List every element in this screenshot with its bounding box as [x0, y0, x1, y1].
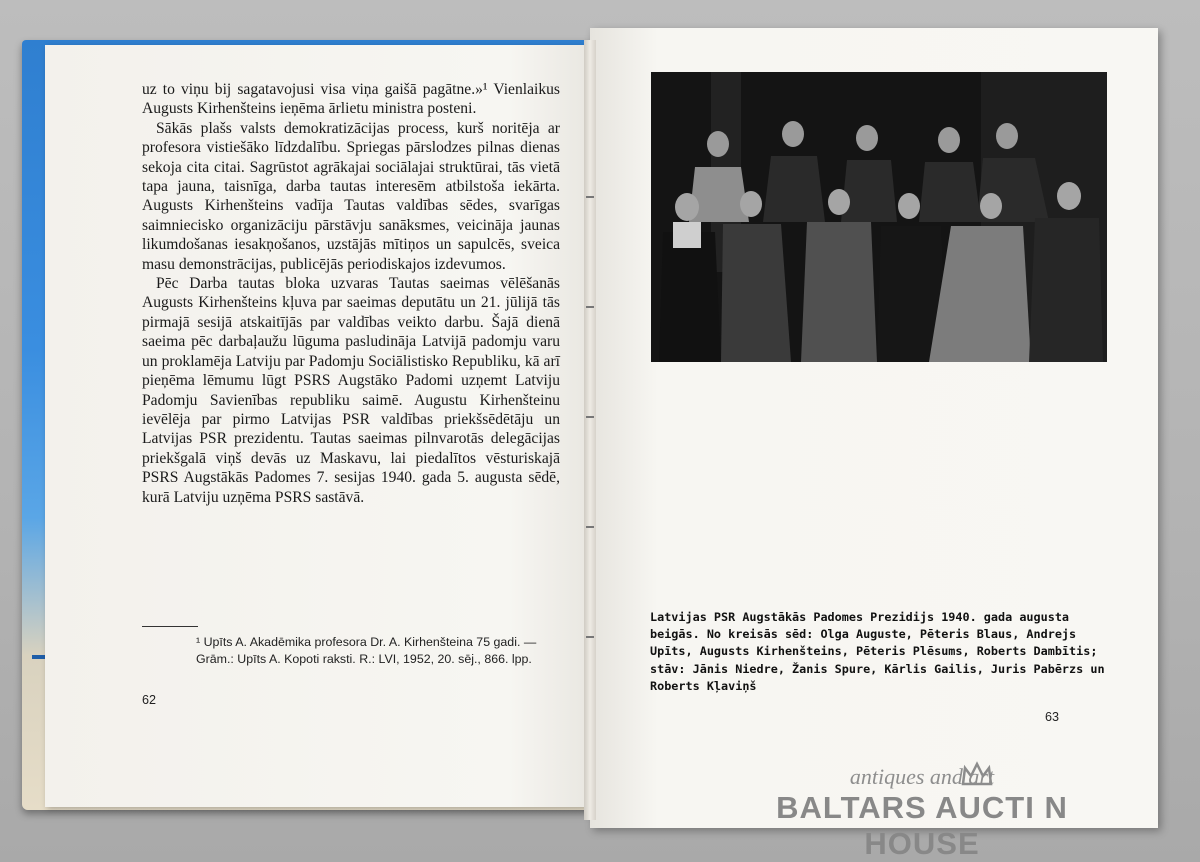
right-page-number: 63	[1045, 710, 1060, 724]
crown-icon	[960, 760, 994, 788]
paragraph: Sākās plašs valsts demokratizācijas process, kurš noritēja ar profesora vistiešāko līdzdalību. Spriegas pārslodzes pilnas dienas sekoja cita citai. Sagrūstot agrākajai sociālajai struktūrai, tās vietā tapa jauna, taisnīga, darba tautas interesēm atbilstoša iekārta. Augusts Kirhenšteins vadīja Tautas valdības sēdes, svarīgas saimniecisko organizāciju pārstāvju sanāksmes, veicināja jaunas likumdošanas iesakņošanos, uzstājās mītiņos un sapulcēs, sveica masu demonstrācijas, publicējās periodiskajos izdevumos.	[142, 119, 560, 273]
paragraph: Pēc Darba tautas bloka uzvaras Tautas saeimas vēlēšanās Augusts Kirhenšteins kļuva par saeimas deputātu un 21. jūlijā tās pirmajā sesijā atskaitījās par valdības veikto darbu. Šajā dienā saeima pēc darbaļaužu lūguma pasludināja Latvijā padomju varu un proklamēja Latviju par Padomju Sociālistisko Republiku, kā arī pieņēma lēmumu lūgt PSRS Augstāko Padomi uzņemt Latviju Padomju Savienības republiku saimē. Augustu Kirhenšteinu ievēlēja par pirmo Latvijas PSR valdības priekšsēdētāju un Latvijas PSR prezidentu. Tautas saeimas pilnvarotās delegācijas priekšgalā viņš devās uz Maskavu, lai piedalītos vēsturiskajā PSRS Augstākās Padomes 7. sesijas 1940. gada 5. augusta sēdē, kurā Latviju uzņēma PSRS sastāvā.	[142, 275, 560, 506]
footnote: ¹ Upīts A. Akadēmika profesora Dr. A. Kirhenšteina 75 gadi. — Grām.: Upīts A. Kopoti raksti. R.: LVI, 1952, 20. sēj., 866. lpp.	[196, 635, 537, 666]
watermark-tagline: antiques and art	[849, 764, 995, 789]
watermark-brand: BALTARS AUCTI N HOUSE	[776, 790, 1068, 861]
left-page-body	[142, 80, 560, 507]
binding-stitch	[586, 196, 594, 198]
binding-stitch	[586, 306, 594, 308]
group-photograph	[651, 72, 1107, 362]
paragraph: uz to viņu bij sagatavojusi visa viņa gaišā pagātne.»¹ Vienlaikus Augusts Kirhenšteins ieņēma ārlietu ministra posteni.	[142, 81, 560, 118]
photo-caption: Latvijas PSR Augstākās Padomes Prezidijs 1940. gada augusta beigās. No kreisās sēd: Olga Auguste, Pēteris Blaus, Andrejs Upīts, Augusts Kirhenšteins, Pēteris Plēsums, Roberts Dambītis; stāv: Jānis Niedre, Žanis Spure, Kārlis Gailis, Juris Pabērzs un Roberts Kļaviņš	[650, 610, 1105, 693]
binding-stitch	[586, 416, 594, 418]
binding-stitch	[586, 526, 594, 528]
binding-stitch	[586, 636, 594, 638]
left-page-number: 62	[142, 693, 157, 707]
book-gutter	[584, 40, 596, 820]
footnote-rule	[142, 626, 198, 627]
watermark	[722, 764, 1122, 861]
